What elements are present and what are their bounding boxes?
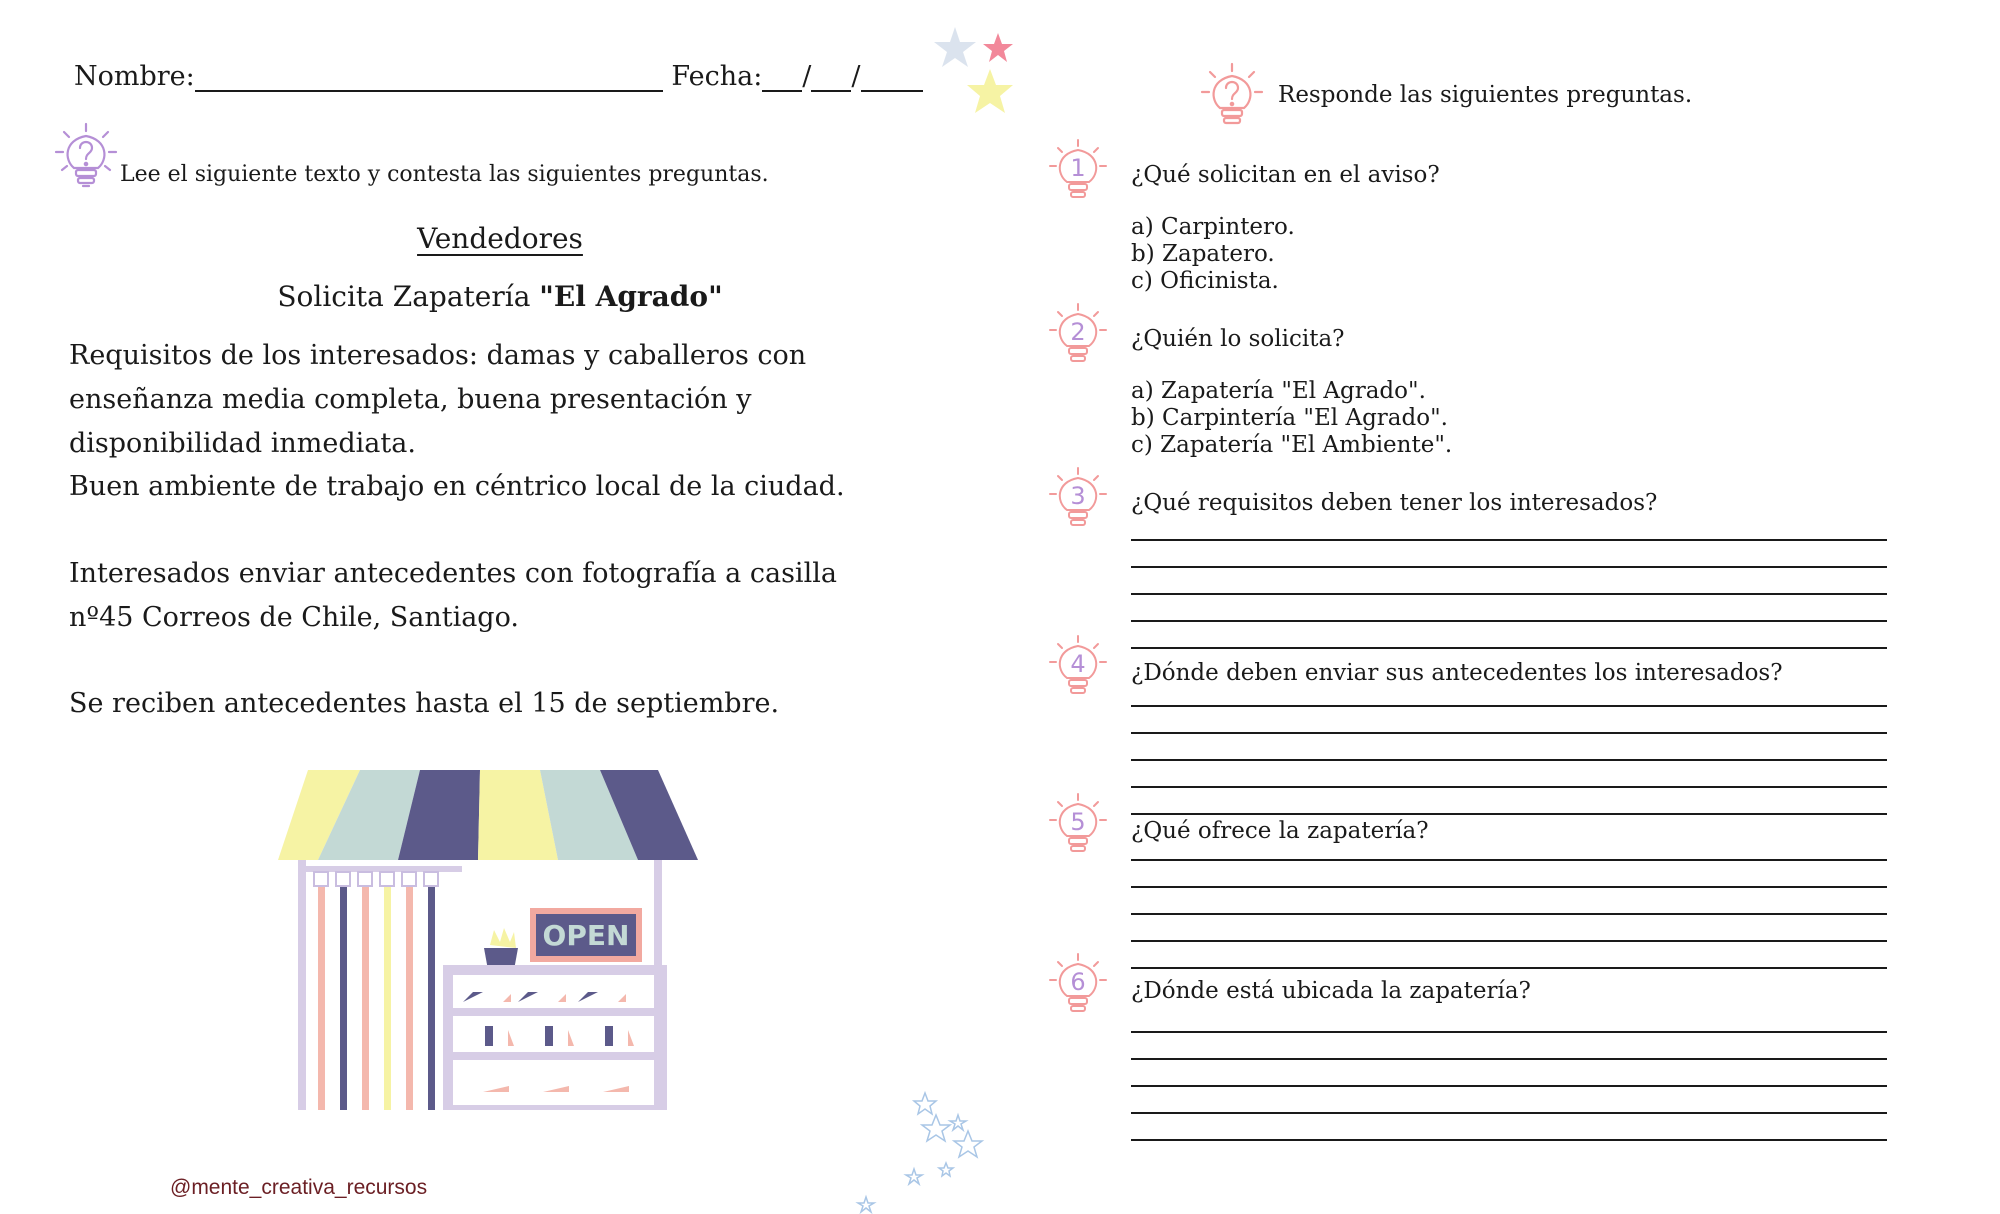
hanging-item bbox=[318, 885, 325, 1110]
question-5: ¿Qué ofrece la zapatería? bbox=[1131, 818, 1429, 844]
date-day-field[interactable] bbox=[762, 60, 802, 92]
answer-lines-4[interactable] bbox=[1131, 680, 1887, 815]
question-number-4-icon bbox=[1048, 634, 1108, 704]
question-2: ¿Quién lo solicita? bbox=[1131, 326, 1345, 352]
date-separator: / bbox=[851, 61, 861, 92]
plant bbox=[490, 928, 516, 948]
question-number: 5 bbox=[1070, 808, 1086, 836]
option-c[interactable]: c) Zapatería "El Ambiente". bbox=[1131, 432, 1453, 458]
question-number-1-icon bbox=[1048, 138, 1108, 208]
questions-instruction: Responde las siguientes preguntas. bbox=[1278, 82, 1693, 108]
question-3: ¿Qué requisitos deben tener los interesados? bbox=[1131, 490, 1658, 516]
shoe-store-illustration bbox=[278, 770, 698, 1110]
name-field[interactable] bbox=[195, 60, 663, 92]
date-separator: / bbox=[802, 61, 812, 92]
hanging-item bbox=[406, 885, 413, 1110]
question-number: 2 bbox=[1070, 318, 1086, 346]
answer-lines-5[interactable] bbox=[1131, 834, 1887, 969]
hanging-item bbox=[340, 885, 347, 1110]
name-label: Nombre: bbox=[74, 61, 195, 92]
question-number-6-icon bbox=[1048, 952, 1108, 1022]
decorative-stars-icon bbox=[930, 25, 1040, 120]
shoes bbox=[463, 992, 634, 1092]
lightbulb-question-icon bbox=[54, 122, 118, 194]
credit-handle: @mente_creativa_recursos bbox=[170, 1176, 428, 1199]
date-year-field[interactable] bbox=[861, 60, 923, 92]
option-b[interactable]: b) Carpintería "El Agrado". bbox=[1131, 405, 1448, 431]
hanging-item bbox=[384, 885, 391, 1110]
question-number: 4 bbox=[1070, 650, 1086, 678]
reading-instruction: Lee el siguiente texto y contesta las siguientes preguntas. bbox=[120, 162, 769, 187]
question-6: ¿Dónde está ubicada la zapatería? bbox=[1131, 978, 1531, 1004]
option-c[interactable]: c) Oficinista. bbox=[1131, 268, 1279, 294]
date-label: Fecha: bbox=[671, 61, 763, 92]
option-a[interactable]: a) Zapatería "El Agrado". bbox=[1131, 378, 1426, 404]
hanging-item bbox=[428, 885, 435, 1110]
question-number-5-icon bbox=[1048, 792, 1108, 862]
question-2-options bbox=[1131, 378, 1452, 459]
article-paragraph: Buen ambiente de trabajo en céntrico local de la ciudad. bbox=[69, 471, 845, 502]
question-1-options bbox=[1131, 214, 1295, 295]
answer-lines-6[interactable] bbox=[1131, 1006, 1887, 1141]
answer-lines-3[interactable] bbox=[1131, 514, 1887, 649]
article-subtitle bbox=[0, 280, 1000, 313]
subtitle-prefix: Solicita Zapatería bbox=[277, 280, 540, 313]
store-post bbox=[298, 860, 306, 1110]
shop-name: "El Agrado" bbox=[539, 280, 723, 313]
header-row bbox=[74, 60, 923, 92]
question-number-2-icon bbox=[1048, 302, 1108, 372]
option-b[interactable]: b) Zapatero. bbox=[1131, 241, 1275, 267]
question-number: 1 bbox=[1070, 154, 1086, 182]
question-1: ¿Qué solicitan en el aviso? bbox=[1131, 162, 1440, 188]
question-4: ¿Dónde deben enviar sus antecedentes los interesados? bbox=[1131, 660, 1783, 686]
article-paragraph: Interesados enviar antecedentes con fotografía a casilla nº45 Correos de Chile, Santiago. bbox=[69, 558, 837, 633]
question-number: 6 bbox=[1070, 968, 1086, 996]
date-month-field[interactable] bbox=[811, 60, 851, 92]
article-paragraph: Se reciben antecedentes hasta el 15 de septiembre. bbox=[69, 688, 780, 719]
open-sign-text: OPEN bbox=[542, 919, 630, 952]
question-number-3-icon bbox=[1048, 466, 1108, 536]
hanging-item bbox=[362, 885, 369, 1110]
lightbulb-question-icon bbox=[1200, 62, 1264, 134]
decorative-stars-outline-icon bbox=[850, 1085, 1010, 1214]
option-a[interactable]: a) Carpintero. bbox=[1131, 214, 1295, 240]
article-title: Vendedores bbox=[417, 222, 583, 255]
question-number: 3 bbox=[1070, 482, 1086, 510]
article-paragraph: Requisitos de los interesados: damas y caballeros con enseñanza media completa, buena presentación y disponibilidad inmediata. bbox=[69, 340, 807, 459]
